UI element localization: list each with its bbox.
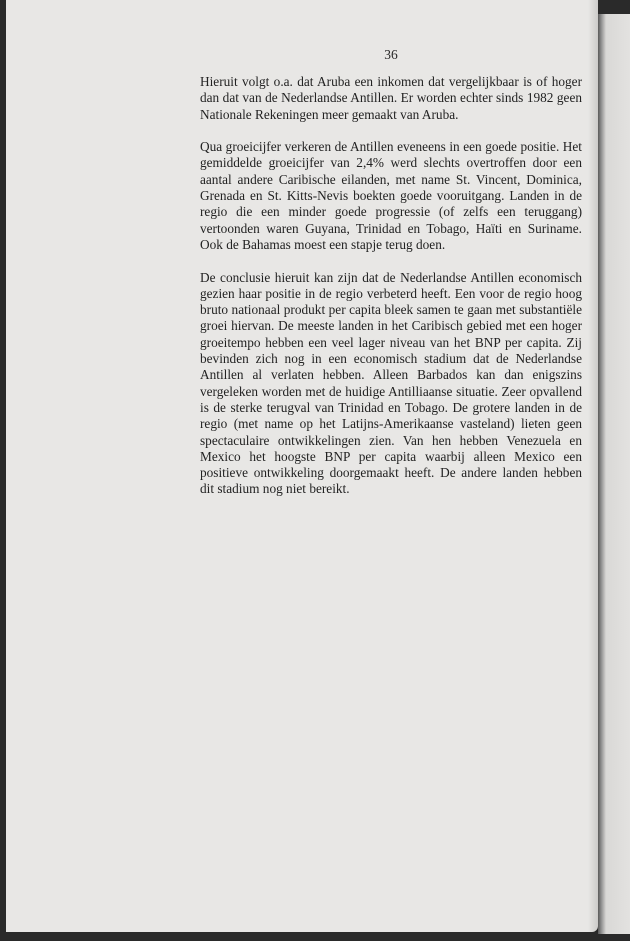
body-text bbox=[200, 74, 582, 514]
paragraph: Hieruit volgt o.a. dat Aruba een inkomen dat vergelijkbaar is of hoger dan dat van de Nederlandse Antillen. Er worden echter sinds 1982 geen Nationale Rekeningen meer gemaakt van Aruba. bbox=[200, 74, 582, 122]
paragraph: Qua groeicijfer verkeren de Antillen eveneens in een goede positie. Het gemiddelde groeicijfer van 2,4% werd slechts overtroffen door een aantal andere Caribische eilanden, met name St. Vincent, Dominica, Grenada en St. Kitts-Nevis boekten goede vooruitgang. Landen in de regio die een minder goede progressie (of zelfs een teruggang) vertoonden waren Guyana, Trinidad en Tobago, Haïti en Suriname. Ook de Bahamas moest een stapje terug doen. bbox=[200, 139, 582, 252]
paragraph: De conclusie hieruit kan zijn dat de Nederlandse Antillen economisch gezien haar positie in de regio verbeterd heeft. Een voor de regio hoog bruto nationaal produkt per capita bleek samen te gaan met substantiële groei hiervan. De meeste landen in het Caribisch gebied met een hoger groeitempo hebben een veel lager niveau van het BNP per capita. Zij bevinden zich nog in een economisch stadium dat de Nederlandse Antillen al verlaten hebben. Alleen Barbados kan dan enigszins vergeleken worden met de huidige Antilliaanse situatie. Zeer opvallend is de sterke terugval van Trinidad en Tobago. De grotere landen in de regio (met name op het Latijns-Amerikaanse vasteland) lieten geen spectaculaire ontwikkelingen zien. Van hen hebben Venezuela en Mexico het hoogste BNP per capita waarbij alleen Mexico een positieve ontwikkeling doorgemaakt heeft. De andere landen hebben dit stadium nog niet bereikt. bbox=[200, 269, 582, 497]
page-number: 36 bbox=[384, 47, 398, 62]
page-gutter-shadow bbox=[588, 0, 598, 932]
adjacent-page-edge bbox=[598, 14, 630, 934]
